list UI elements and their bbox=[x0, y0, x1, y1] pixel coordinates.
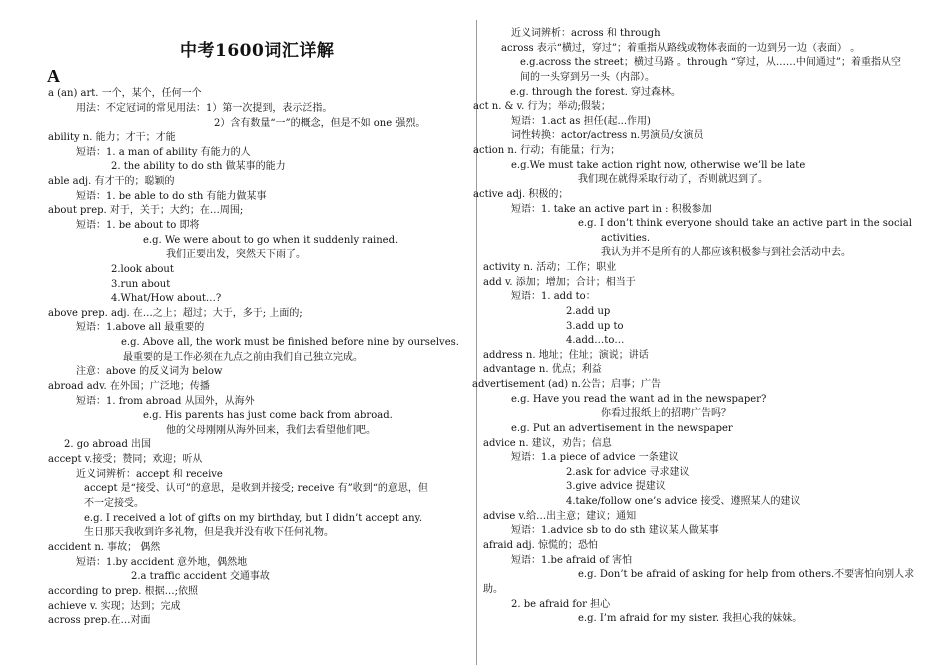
text-line: according to prep. 根据…;依照 bbox=[48, 586, 199, 597]
text-line: e.g.across the street；横过马路 。through “穿过，从……中间通过”；着重指从空 bbox=[520, 57, 901, 68]
text-line: 2.add up bbox=[566, 306, 611, 317]
text-line: 4.take/follow one’s advice 接受、遵照某人的建议 bbox=[566, 496, 801, 507]
text-line: 短语：1.a piece of advice 一条建议 bbox=[511, 452, 679, 463]
text-line: address n. 地址；住址；演说；讲话 bbox=[483, 350, 649, 361]
text-line: above prep. adj. 在…之上；超过；大于，多于; 上面的; bbox=[48, 308, 303, 319]
text-line: e.g. I received a lot of gifts on my birthday, but I didn’t accept any. bbox=[84, 513, 423, 524]
text-line: add v. 添加；增加；合计；相当于 bbox=[483, 277, 636, 288]
text-line: afraid adj. 惊慌的；恐怕 bbox=[483, 540, 599, 551]
text-line: 短语：1.advice sb to do sth 建议某人做某事 bbox=[511, 525, 719, 536]
text-line: 生日那天我收到许多礼物，但是我并没有收下任何礼物。 bbox=[84, 527, 334, 538]
text-line: 3.add up to bbox=[566, 321, 624, 332]
text-line: 最重要的是工作必须在九点之前由我们自己独立完成。 bbox=[123, 352, 363, 363]
text-line: e.g. Above all, the work must be finished before nine by ourselves. bbox=[121, 337, 459, 348]
text-line: active adj. 积极的； bbox=[473, 189, 569, 200]
text-line: 短语：1. be about to 即将 bbox=[76, 220, 200, 231]
text-line: e.g. Put an advertisement in the newspaper bbox=[511, 423, 733, 434]
text-line: 你看过报纸上的招聘广告吗？ bbox=[601, 408, 731, 419]
text-line: about prep. 对于，关于；大约；在…周围; bbox=[48, 205, 244, 216]
text-line: e.g. We were about to go when it suddenly rained. bbox=[143, 235, 399, 246]
text-line: 2. be afraid for 担心 bbox=[511, 599, 611, 610]
text-line: 我们正要出发，突然天下雨了。 bbox=[166, 249, 306, 260]
text-line: 4.What/How about…? bbox=[111, 293, 222, 304]
text-line: achieve v. 实现；达到；完成 bbox=[48, 601, 181, 612]
text-line: advantage n. 优点；利益 bbox=[483, 364, 602, 375]
text-line: a (an) art. 一个，某个，任何一个 bbox=[48, 88, 202, 99]
text-line: e.g. through the forest. 穿过森林。 bbox=[510, 87, 682, 98]
text-line: e.g. I’m afraid for my sister. 我担心我的妹妹。 bbox=[578, 613, 803, 624]
text-line: 短语：1. a man of ability 有能力的人 bbox=[76, 147, 251, 158]
text-line: 2.a traffic accident 交通事故 bbox=[131, 571, 270, 582]
text-line: e.g.We must take action right now, otherwise we’ll be late bbox=[511, 160, 806, 171]
text-line: 短语：1. be able to do sth 有能力做某事 bbox=[76, 191, 267, 202]
section-letter: A bbox=[47, 66, 60, 86]
text-line: accept v.接受；赞同；欢迎；听从 bbox=[48, 454, 203, 465]
text-line: 不一定接受。 bbox=[84, 498, 144, 509]
text-line: 2.look about bbox=[111, 264, 174, 275]
page-title: 中考1600词汇详解 bbox=[180, 41, 335, 61]
text-line: accident n. 事故； 偶然 bbox=[48, 542, 161, 553]
text-line: across 表示“横过，穿过”；着重指从路线或物体表面的一边到另一边（表面） 。 bbox=[501, 43, 861, 54]
text-line: 我们现在就得采取行动了，否则就迟到了。 bbox=[578, 174, 768, 185]
text-line: 词性转换：actor/actress n.男演员/女演员 bbox=[511, 130, 704, 141]
text-line: 3.run about bbox=[111, 279, 171, 290]
text-line: able adj. 有才干的；聪颖的 bbox=[48, 176, 175, 187]
column-divider bbox=[476, 20, 477, 665]
text-line: 短语：1. from abroad 从国外，从海外 bbox=[76, 396, 255, 407]
text-line: 短语：1.above all 最重要的 bbox=[76, 322, 205, 333]
text-line: 近义词辨析：accept 和 receive bbox=[76, 469, 223, 480]
text-line: across prep.在…对面 bbox=[48, 615, 151, 626]
text-line: e.g. His parents has just come back from abroad. bbox=[143, 410, 393, 421]
text-line: 他的父母刚刚从海外回来，我们去看望他们吧。 bbox=[166, 425, 376, 436]
text-line: action n. 行动；有能量；行为； bbox=[473, 145, 621, 156]
text-line: 注意：above 的反义词为 below bbox=[76, 366, 223, 377]
text-line: e.g. Don’t be afraid of asking for help from others.不要害怕向别人求 bbox=[578, 569, 915, 580]
text-line: 短语：1. take an active part in : 积极参加 bbox=[511, 204, 712, 215]
text-line: abroad adv. 在外国；广泛地；传播 bbox=[48, 381, 210, 392]
text-line: 间的一头穿到另一头（内部）。 bbox=[520, 72, 655, 83]
text-line: 2）含有数量“一”的概念，但是不如 one 强烈。 bbox=[214, 118, 426, 129]
text-line: advise v.给…出主意；建议；通知 bbox=[483, 511, 637, 522]
text-line: 短语：1. add to： bbox=[511, 291, 596, 302]
text-line: 2.ask for advice 寻求建议 bbox=[566, 467, 690, 478]
text-line: accept 是“接受、认可”的意思，是收到并接受; receive 有”收到“的意思，但 bbox=[84, 483, 428, 494]
text-line: ability n. 能力；才干；才能 bbox=[48, 132, 176, 143]
text-line: 短语：1.be afraid of 害怕 bbox=[511, 555, 633, 566]
text-line: 2. the ability to do sth 做某事的能力 bbox=[111, 161, 286, 172]
text-line: advertisement (ad) n.公告；启事；广告 bbox=[472, 379, 661, 390]
text-line: 近义词辨析：across 和 through bbox=[511, 28, 661, 39]
text-line: activity n. 活动；工作；职业 bbox=[483, 262, 617, 273]
text-line: 短语：1.act as 担任(起...作用) bbox=[511, 116, 651, 127]
text-line: activities. bbox=[601, 233, 651, 244]
text-line: act n. & v. 行为；举动;假装； bbox=[473, 101, 611, 112]
text-line: 4.add…to… bbox=[566, 335, 625, 346]
text-line: 短语：1.by accident 意外地，偶然地 bbox=[76, 557, 248, 568]
text-line: advice n. 建议，劝告；信息 bbox=[483, 438, 612, 449]
text-line: 3.give advice 提建议 bbox=[566, 481, 666, 492]
text-line: 助。 bbox=[483, 584, 503, 595]
text-line: 用法：不定冠词的常见用法：1）第一次提到，表示泛指。 bbox=[76, 103, 333, 114]
text-line: e.g. I don’t think everyone should take an active part in the social bbox=[578, 218, 912, 229]
text-line: 2. go abroad 出国 bbox=[64, 439, 152, 450]
text-line: e.g. Have you read the want ad in the newspaper? bbox=[511, 394, 767, 405]
text-line: 我认为并不是所有的人都应该积极参与到社会活动中去。 bbox=[601, 247, 851, 258]
